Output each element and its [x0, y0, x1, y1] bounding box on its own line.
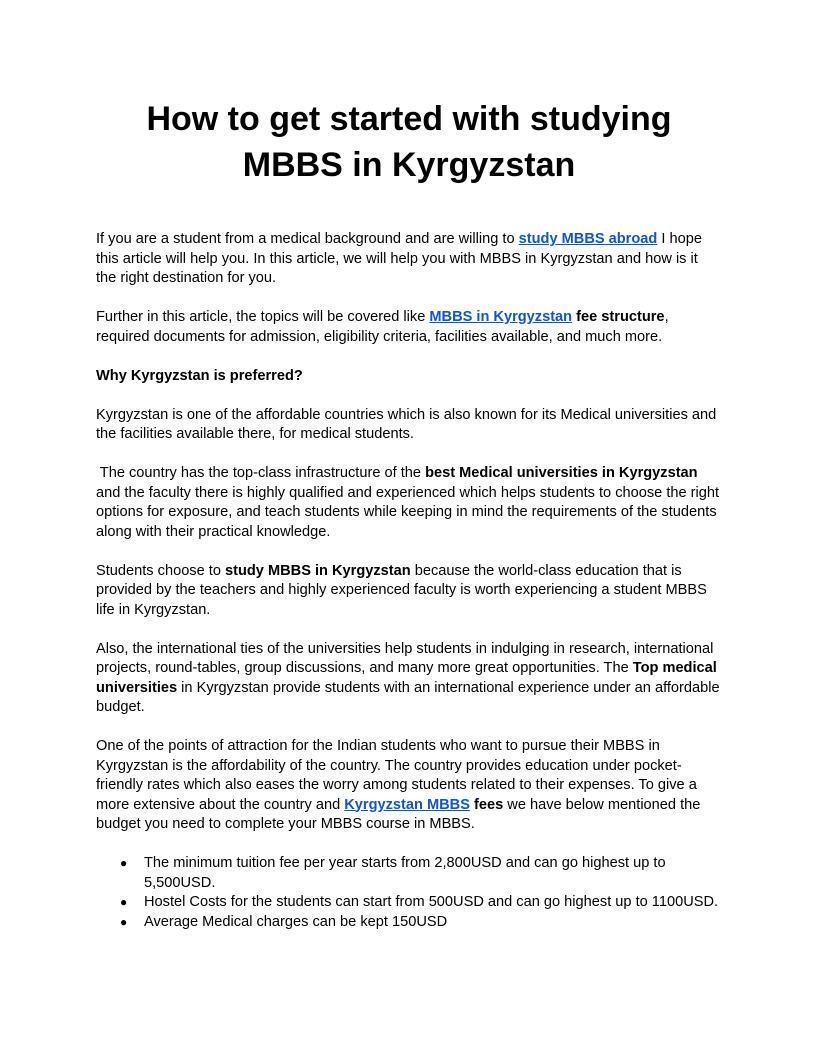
intro-text-after: I hope this article will help you. In this article, we will help you with MBBS in Kyrgyzstan and how is it the right destination for you.: [96, 231, 702, 286]
topics-paragraph: [96, 308, 720, 347]
kyrgyzstan-mbbs-link[interactable]: Kyrgyzstan MBBS: [344, 796, 470, 813]
intro-paragraph: [96, 230, 720, 289]
list-item-text: The minimum tuition fee per year starts from 2,800USD and can go highest up to 5,500USD.: [144, 855, 666, 891]
infrastructure-text-before: The country has the top-class infrastructure of the: [96, 465, 426, 481]
bullet-icon: ●: [120, 895, 128, 909]
education-paragraph: [96, 562, 720, 621]
infrastructure-paragraph: [96, 464, 720, 542]
study-mbbs-abroad-link[interactable]: study MBBS abroad: [518, 231, 658, 247]
education-text-after: because the world-class education that is provided by the teachers and highly experienced faculty is worth experiencing a student MBBS life in Kyrgyzstan.: [96, 562, 707, 618]
why-kyrgyzstan-heading-text: Why Kyrgyzstan is preferred?: [96, 367, 303, 384]
best-universities-bold: best Medical universities in Kyrgyzstan: [425, 465, 698, 481]
education-text-before: Students choose to: [96, 562, 225, 579]
topics-text-before: Further in this article, the topics will be covered like: [96, 309, 430, 325]
ties-text-before: Also, the international ties of the universities help students in indulging in research, international projects, round-tables, group discussions, and many more great opportunities. The: [96, 640, 714, 676]
list-item-text: Average Medical charges can be kept 150USD: [144, 913, 448, 930]
bullet-icon: ●: [120, 914, 128, 929]
top-medical-universities-bold: Top medical universities: [96, 660, 717, 696]
list-item: [120, 893, 720, 913]
bullet-icon: ●: [120, 856, 128, 870]
list-item: [120, 913, 720, 933]
document-body: [96, 230, 720, 932]
affordable-paragraph: Kyrgyzstan is one of the affordable countries which is also known for its Medical universities and the facilities available there, for medical students.: [96, 406, 717, 442]
list-item: [120, 854, 720, 893]
intro-text-before: If you are a student from a medical background and are willing to: [96, 231, 519, 247]
fees-bold: fees: [469, 796, 504, 813]
affordability-text-after: we have below mentioned the budget you need to complete your MBBS course in MBBS.: [96, 796, 701, 832]
international-ties-paragraph: [96, 640, 720, 718]
affordability-paragraph: [96, 737, 720, 835]
affordability-text-before: One of the points of attraction for the Indian students who want to pursue their MBBS in Kyrgyzstan is the affordability of the country. The country provides education under pocket-friendly rates which also eases the worry among students related to their expenses. To give a more extensive about the country and: [96, 738, 697, 813]
ties-text-after: in Kyrgyzstan provide students with an international experience under an affordable budget.: [96, 679, 720, 715]
why-kyrgyzstan-heading: [96, 367, 720, 387]
topics-text-after: , required documents for admission, eligibility criteria, facilities available, and much more.: [96, 309, 669, 345]
mbbs-in-kyrgyzstan-link[interactable]: MBBS in Kyrgyzstan: [429, 309, 573, 325]
budget-list: [96, 854, 720, 932]
study-mbbs-bold: study MBBS in Kyrgyzstan: [225, 562, 411, 579]
document-page: [96, 96, 720, 932]
document-title: How to get started with studying MBBS in Kyrgyzstan: [146, 100, 672, 184]
list-item-text: Hostel Costs for the students can start from 500USD and can go highest up to 1100USD.: [144, 894, 719, 910]
fee-structure-bold: fee structure: [572, 309, 665, 325]
infrastructure-text-after: and the faculty there is highly qualified and experienced which helps students to choose the right options for exposure, and teach students while keeping in mind the requirements of the students along with their practical knowledge.: [96, 484, 720, 540]
